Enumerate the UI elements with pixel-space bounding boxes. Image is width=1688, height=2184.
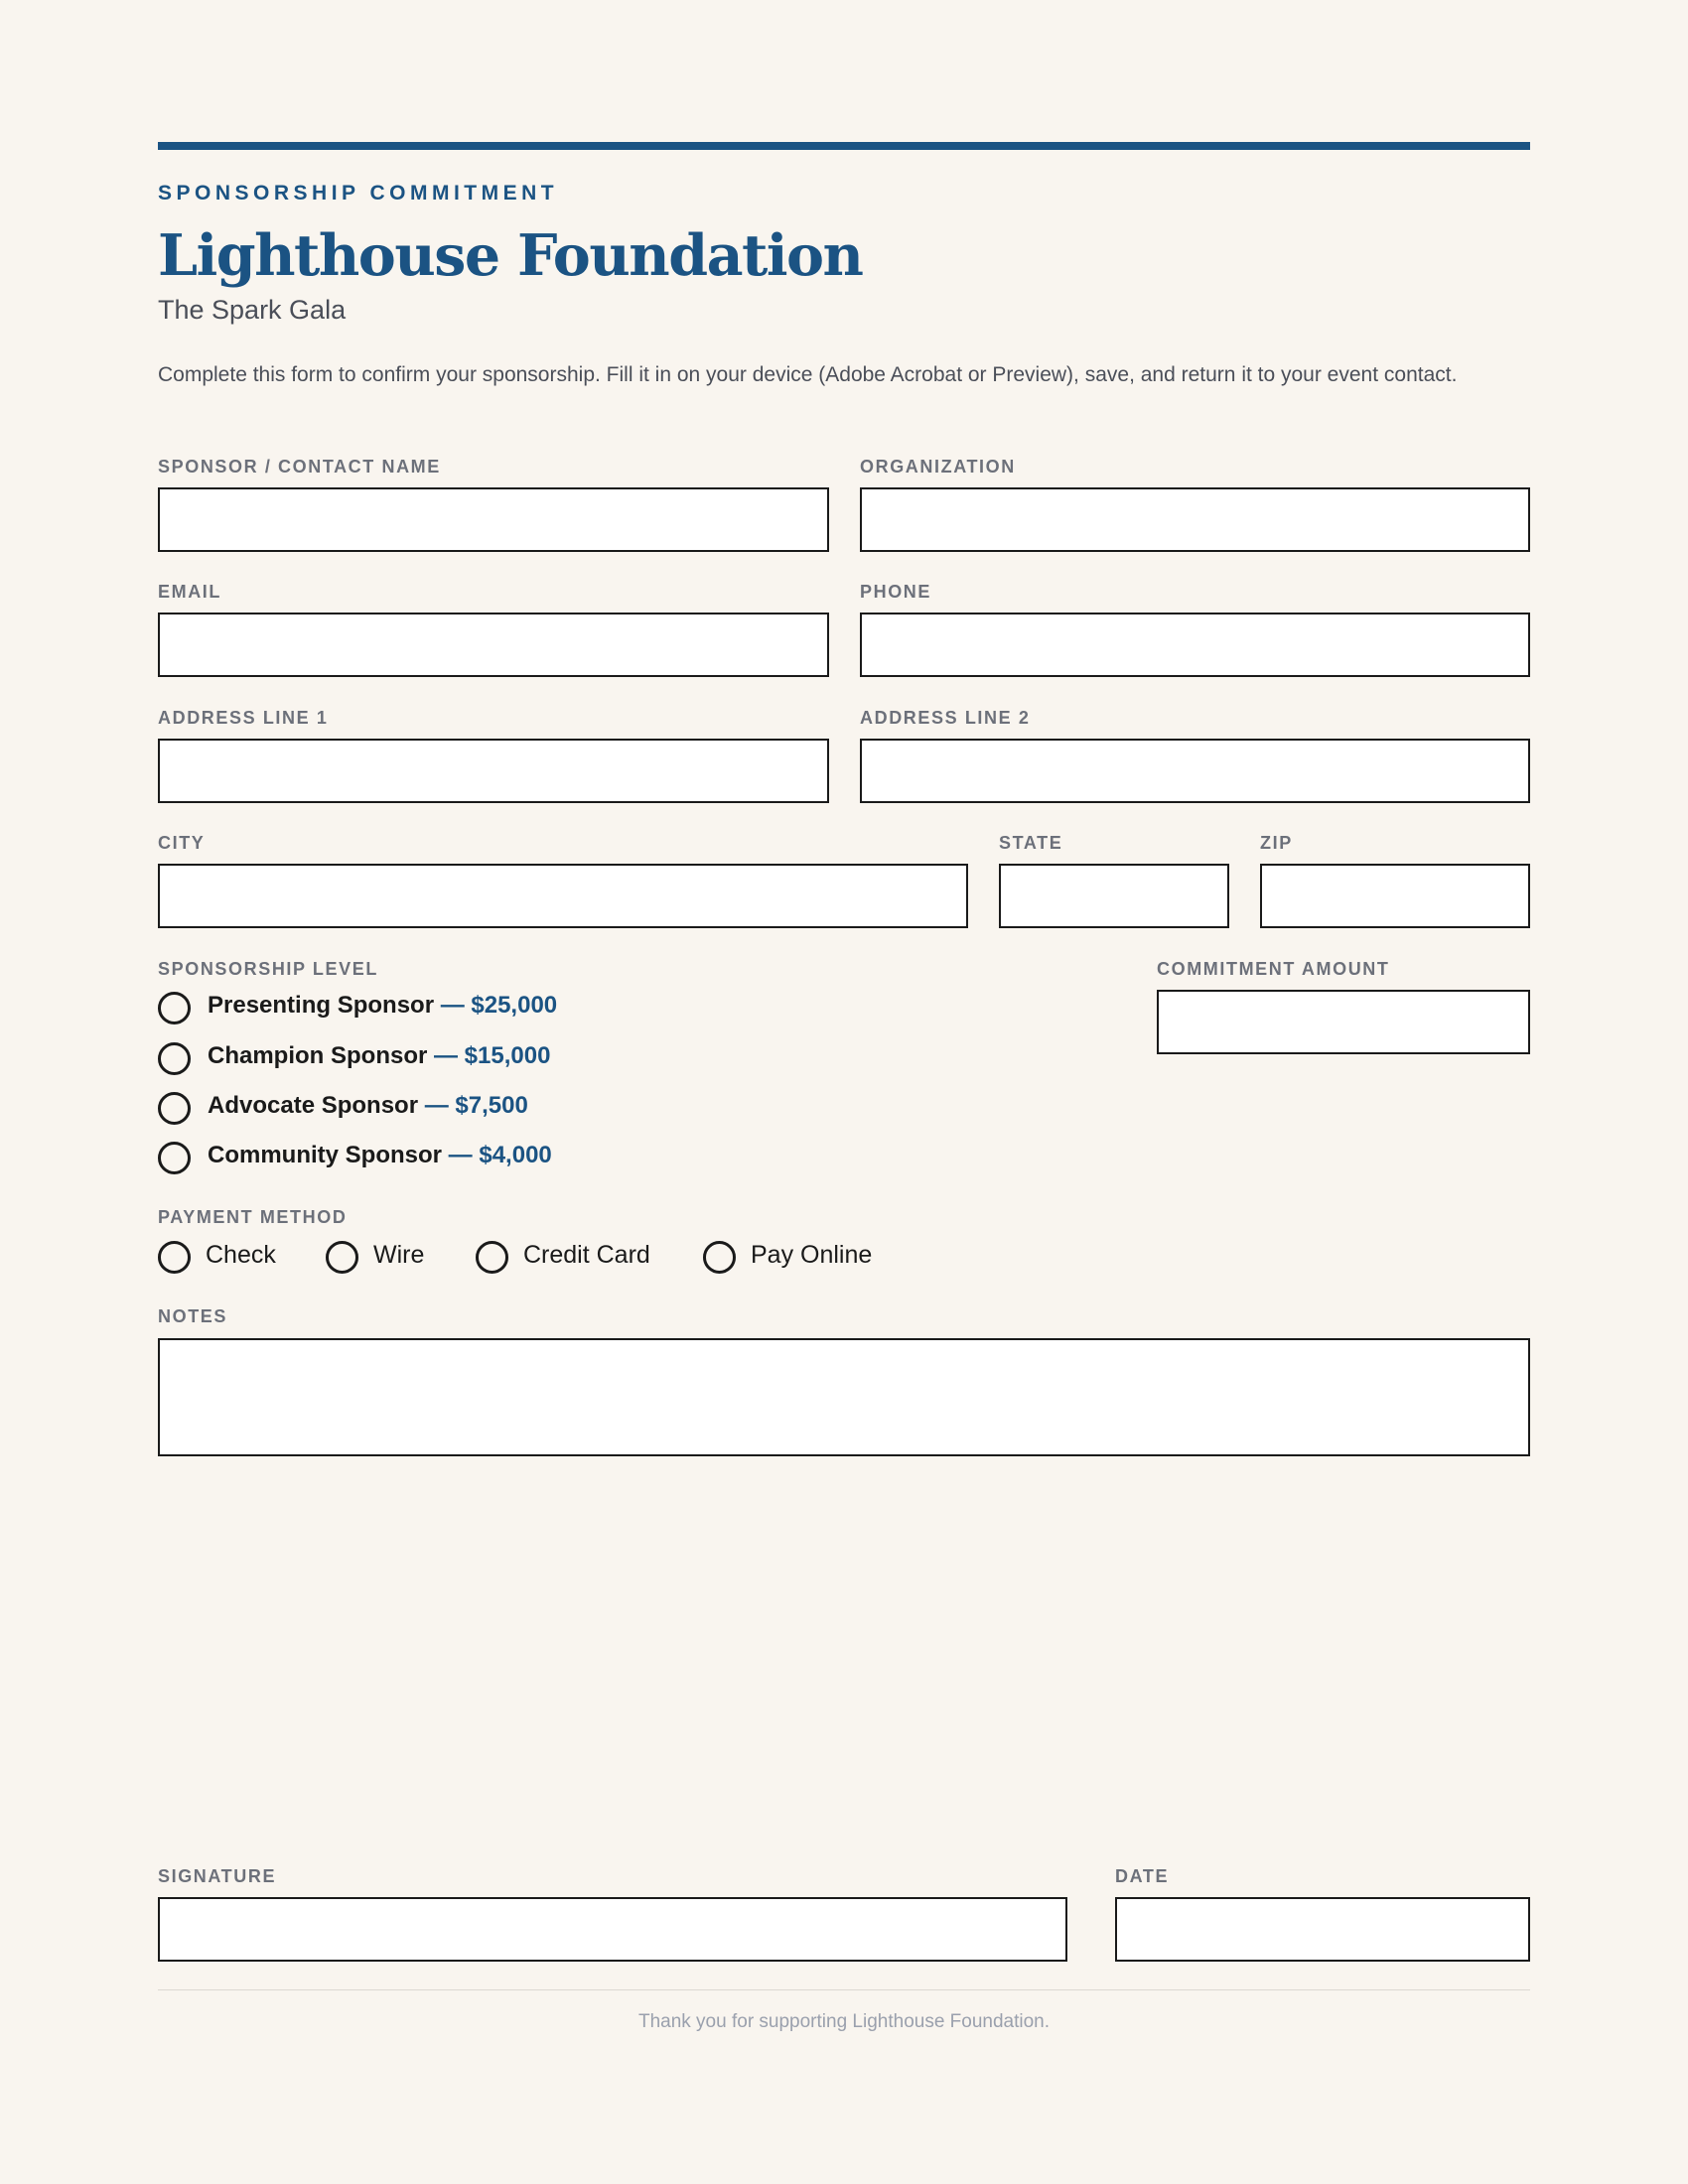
date-label: DATE [1115, 1866, 1170, 1886]
champion-sponsor-radio[interactable] [158, 1042, 191, 1075]
footer-thanks: Thank you for supporting Lighthouse Foundation. [637, 2011, 1051, 2032]
date-field[interactable] [1115, 1897, 1530, 1962]
form-eyebrow: SPONSORSHIP COMMITMENT [158, 182, 559, 205]
state-field[interactable] [999, 864, 1229, 928]
advocate-sponsor-option [208, 1092, 528, 1120]
address1-label: ADDRESS LINE 1 [158, 708, 329, 728]
organization-label: ORGANIZATION [860, 457, 1016, 477]
payment-method-label: PAYMENT METHOD [158, 1207, 348, 1227]
notes-label: NOTES [158, 1306, 228, 1326]
email-label: EMAIL [158, 582, 221, 602]
level-price: — $15,000 [427, 1042, 551, 1069]
level-price: — $7,500 [418, 1092, 528, 1119]
level-price: — $4,000 [442, 1142, 552, 1168]
header-accent-rule [158, 142, 1530, 150]
level-name: Community Sponsor [208, 1142, 443, 1168]
commitment-amount-label: COMMITMENT AMOUNT [1157, 959, 1390, 979]
zip-field[interactable] [1260, 864, 1530, 928]
payment-credit-card-radio[interactable] [476, 1241, 508, 1274]
signature-label: SIGNATURE [158, 1866, 277, 1886]
contact-name-field[interactable] [158, 487, 829, 552]
contact-name-label: SPONSOR / CONTACT NAME [158, 457, 441, 477]
payment-pay-online-radio[interactable] [703, 1241, 736, 1274]
level-name: Presenting Sponsor [208, 992, 435, 1019]
payment-wire-label: Wire [373, 1241, 425, 1269]
level-name: Advocate Sponsor [208, 1092, 419, 1119]
community-sponsor-option [208, 1142, 552, 1169]
community-sponsor-radio[interactable] [158, 1142, 191, 1174]
address1-field[interactable] [158, 739, 829, 803]
payment-credit-card-label: Credit Card [523, 1241, 650, 1269]
sponsorship-level-label: SPONSORSHIP LEVEL [158, 959, 378, 979]
payment-check-label: Check [206, 1241, 276, 1269]
phone-field[interactable] [860, 613, 1530, 677]
champion-sponsor-option [208, 1042, 550, 1070]
presenting-sponsor-option [208, 992, 557, 1020]
payment-pay-online-label: Pay Online [751, 1241, 873, 1269]
presenting-sponsor-radio[interactable] [158, 992, 191, 1024]
zip-label: ZIP [1260, 833, 1293, 853]
commitment-amount-field[interactable] [1157, 990, 1530, 1054]
page-title: Lighthouse Foundation [158, 222, 863, 289]
phone-label: PHONE [860, 582, 932, 602]
city-label: CITY [158, 833, 206, 853]
payment-check-radio[interactable] [158, 1241, 191, 1274]
advocate-sponsor-radio[interactable] [158, 1092, 191, 1125]
payment-wire-radio[interactable] [326, 1241, 358, 1274]
event-subtitle: The Spark Gala [158, 295, 347, 325]
signature-field[interactable] [158, 1897, 1067, 1962]
state-label: STATE [999, 833, 1063, 853]
notes-textarea[interactable] [158, 1338, 1530, 1456]
footer-divider [158, 1989, 1530, 1990]
address2-field[interactable] [860, 739, 1530, 803]
city-field[interactable] [158, 864, 968, 928]
organization-field[interactable] [860, 487, 1530, 552]
email-field[interactable] [158, 613, 829, 677]
level-name: Champion Sponsor [208, 1042, 428, 1069]
level-price: — $25,000 [434, 992, 558, 1019]
intro-text: Complete this form to confirm your sponsorship. Fill it in on your device (Adobe Acrobat or Preview), save, and return it to your event contact. [158, 363, 1458, 386]
address2-label: ADDRESS LINE 2 [860, 708, 1031, 728]
sponsorship-form-page [158, 0, 1530, 2184]
